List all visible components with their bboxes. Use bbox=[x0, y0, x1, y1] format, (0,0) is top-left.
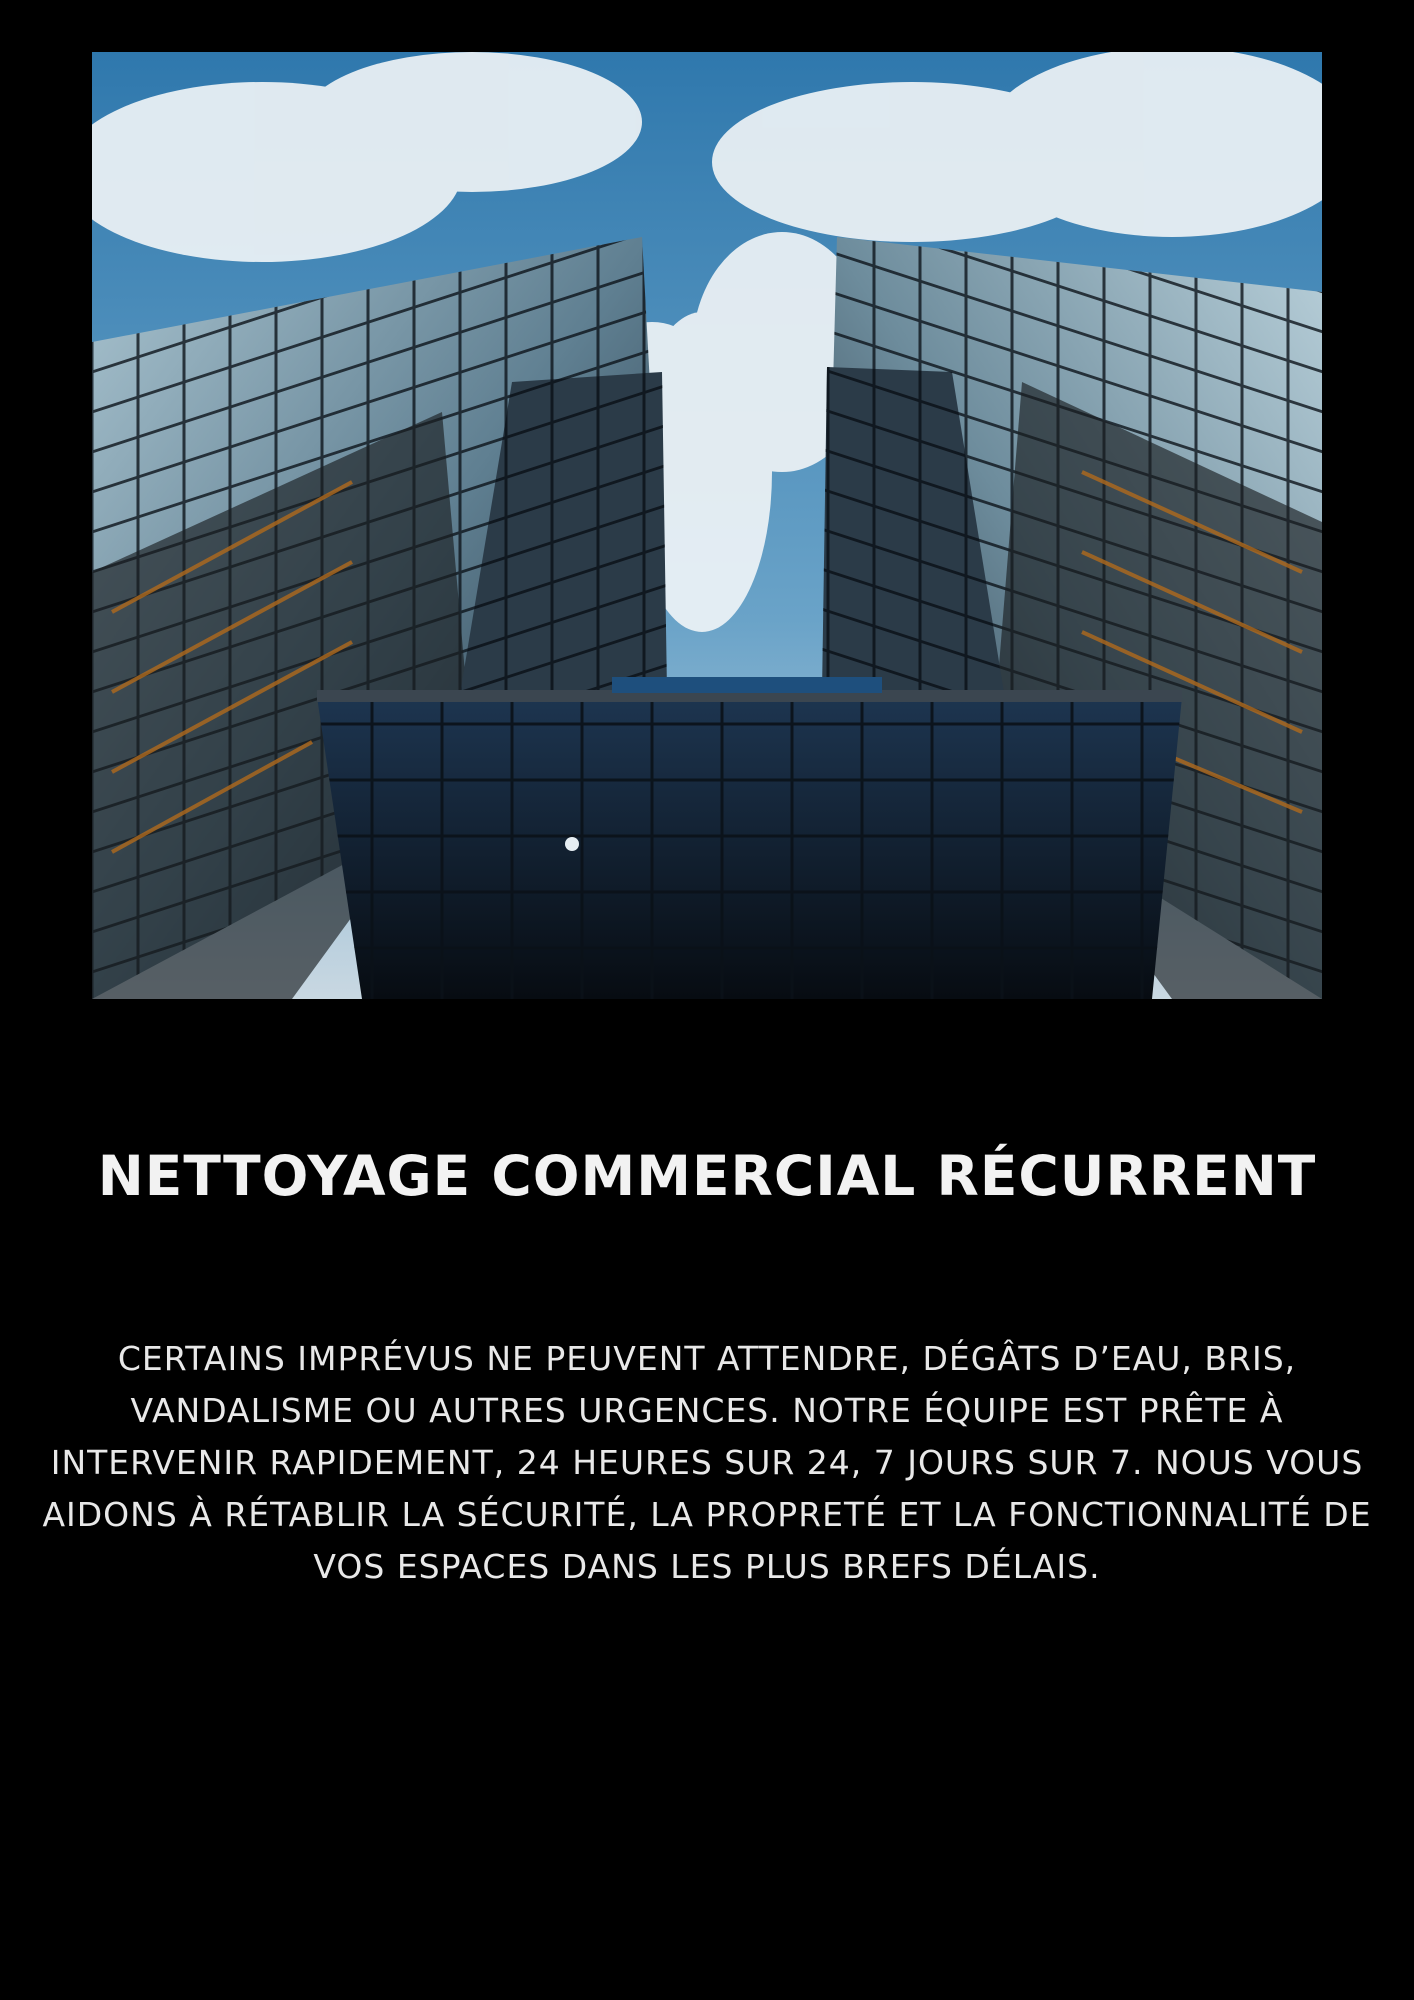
page-title: NETTOYAGE COMMERCIAL RÉCURRENT bbox=[97, 1144, 1317, 1208]
skyscrapers-photo bbox=[92, 52, 1322, 999]
hero-image bbox=[92, 52, 1322, 999]
description-paragraph: CERTAINS IMPRÉVUS NE PEUVENT ATTENDRE, DÉGÂTS D’EAU, BRIS, VANDALISME OU AUTRES URGENCES. NOTRE ÉQUIPE EST PRÊTE À INTERVENIR RAPIDEMENT, 24 HEURES SUR 24, 7 JOURS SUR 7. NOUS VOUS AIDONS À RÉTABLIR LA SÉCURITÉ, LA PROPRETÉ ET LA FONCTIONNALITÉ DE VOS ESPACES DANS LES PLUS BREFS DÉLAIS. bbox=[42, 1339, 1372, 1586]
